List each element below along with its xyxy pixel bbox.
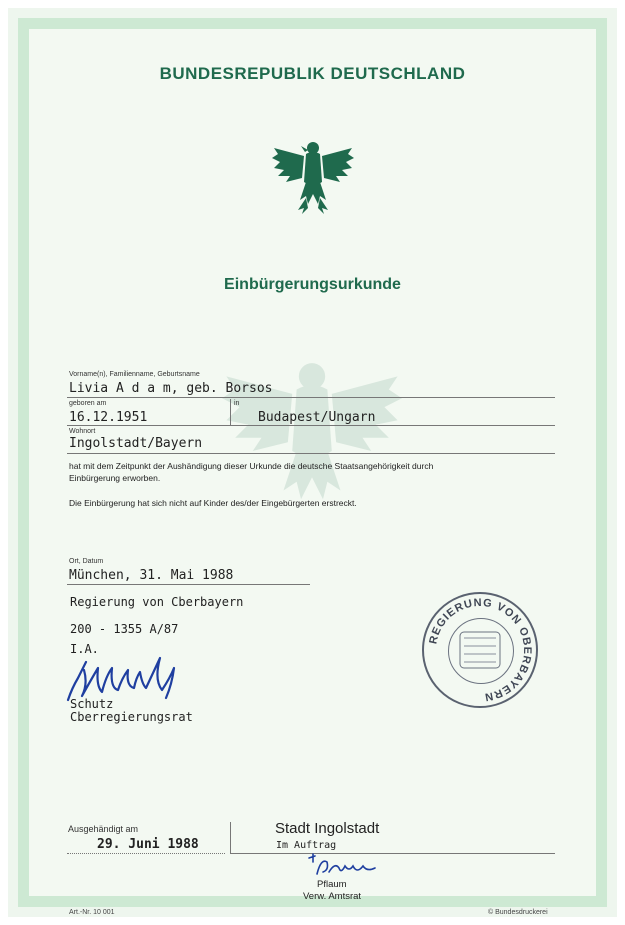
watermark-eagle-icon: [222, 340, 402, 540]
residence-value: Ingolstadt/Bayern: [69, 436, 203, 451]
official-title: Verw. Amtsrat: [303, 891, 362, 902]
handover-label: Ausgehändigt am: [68, 824, 139, 834]
signer-title: Cberregierungsrat: [70, 710, 193, 724]
birth-date-value: 16.12.1951: [69, 410, 148, 425]
place-date-label: Ort, Datum: [69, 558, 104, 565]
name-rule: [67, 397, 555, 398]
signer-name: Schutz: [70, 697, 114, 711]
birth-place-label: in: [234, 400, 240, 407]
birth-place-value: Budapest/Ungarn: [258, 410, 376, 425]
handover-date: 29. Juni 1988: [97, 837, 199, 852]
country-heading: BUNDESREPUBLIK DEUTSCHLAND: [159, 64, 466, 83]
official-seal-stamp: [422, 592, 538, 708]
place-date-rule: [67, 584, 310, 585]
name-label: Vorname(n), Familienname, Geburtsname: [69, 371, 200, 378]
name-value: Livia A d a m, geb. Borsos: [69, 381, 273, 396]
handover-signature: [305, 852, 385, 880]
statement-line-2: Einbürgerung erworben.: [69, 473, 161, 483]
birth-date-label: geboren am: [69, 400, 107, 407]
document-title: Einbürgerungsurkunde: [224, 276, 401, 293]
birth-rule: [67, 425, 555, 426]
residence-rule: [67, 453, 555, 454]
file-reference: 200 - 1355 A/87: [70, 622, 179, 636]
printer-credit: © Bundesdruckerei: [488, 909, 548, 916]
handover-rule: [230, 853, 555, 854]
handover-divider: [230, 822, 231, 854]
handover-city: Stadt Ingolstadt: [275, 820, 380, 837]
place-date-value: München, 31. Mai 1988: [69, 568, 234, 583]
federal-eagle-icon: [272, 138, 354, 216]
issuing-authority: Regierung von Cberbayern: [70, 595, 244, 609]
ia-mark: I.A.: [70, 642, 99, 656]
residence-label: Wohnort: [69, 428, 96, 435]
svg-text:REGIERUNG VON OBERBAYERN: REGIERUNG VON OBERBAYERN: [427, 596, 534, 703]
handover-auftrag: Im Auftrag: [276, 840, 337, 851]
birth-divider: [230, 399, 231, 425]
official-name: Pflaum: [317, 879, 347, 890]
seal-ring-text: [424, 594, 536, 706]
statement-line-1: hat mit dem Zeitpunkt der Aushändigung dieser Urkunde die deutsche Staatsangehörigkeit durch: [69, 461, 434, 471]
children-note: Die Einbürgerung hat sich nicht auf Kinder des/der Eingebürgerten erstreckt.: [69, 498, 357, 508]
form-number: Art.-Nr. 10 001: [69, 909, 115, 916]
handover-date-rule: [67, 852, 225, 854]
